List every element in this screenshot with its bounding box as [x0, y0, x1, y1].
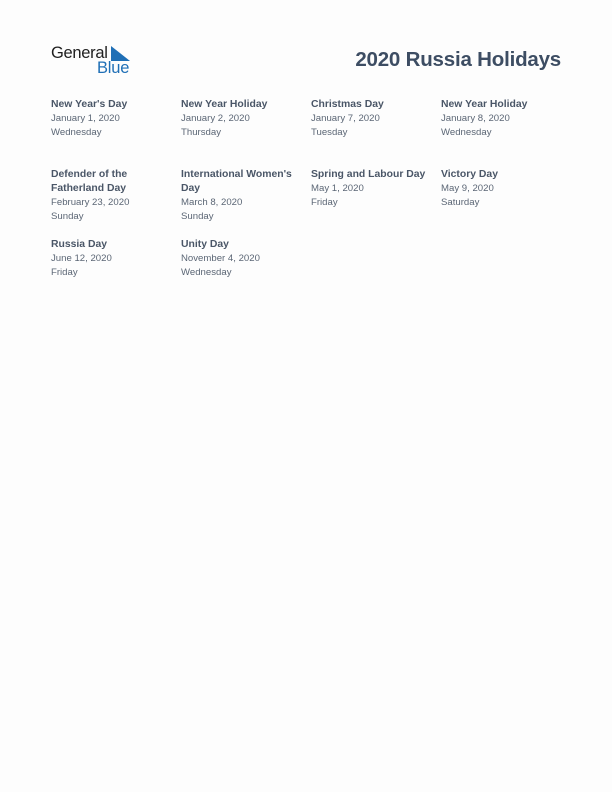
holiday-date: May 1, 2020	[311, 183, 364, 194]
holiday-date: March 8, 2020	[181, 197, 243, 208]
logo-text-blue: Blue	[97, 59, 130, 77]
holiday-date: January 2, 2020	[181, 113, 250, 124]
holiday-weekday: Tuesday	[311, 126, 348, 138]
holiday-item	[51, 168, 151, 224]
holiday-date: January 7, 2020	[311, 113, 380, 124]
holiday-name: New Year Holiday	[181, 99, 268, 110]
holiday-item	[311, 168, 441, 210]
holiday-weekday: Sunday	[181, 210, 214, 222]
holiday-date: January 1, 2020	[51, 113, 120, 124]
holiday-weekday: Friday	[51, 266, 78, 278]
generalblue-logo	[51, 44, 141, 78]
holiday-item	[181, 238, 305, 280]
holiday-item	[441, 168, 565, 210]
holiday-name: Christmas Day	[311, 99, 384, 110]
holiday-name: Spring and Labour Day	[311, 169, 426, 180]
holiday-weekday: Wednesday	[51, 126, 102, 138]
holiday-weekday: Saturday	[441, 196, 480, 208]
holiday-name: Russia Day	[51, 239, 108, 250]
holiday-date: June 12, 2020	[51, 253, 112, 264]
holiday-weekday: Thursday	[181, 126, 221, 138]
holiday-weekday: Sunday	[51, 210, 84, 222]
holiday-name: New Year's Day	[51, 99, 128, 110]
holiday-date: February 23, 2020	[51, 197, 130, 208]
holiday-weekday: Wednesday	[441, 126, 492, 138]
holiday-name: Victory Day	[441, 169, 498, 180]
page-title: 2020 Russia Holidays	[355, 48, 561, 71]
holiday-date: November 4, 2020	[181, 253, 260, 264]
holiday-item	[311, 98, 435, 140]
holiday-item	[441, 98, 565, 140]
holiday-item	[181, 168, 309, 224]
holiday-weekday: Friday	[311, 196, 338, 208]
holiday-name: New Year Holiday	[441, 99, 528, 110]
holiday-date: May 9, 2020	[441, 183, 494, 194]
logo-text-general: General	[51, 44, 108, 62]
holiday-name: International Women's Day	[181, 169, 292, 194]
holiday-name: Defender of the Fatherland Day	[51, 169, 128, 194]
holiday-item	[51, 238, 175, 280]
holiday-weekday: Wednesday	[181, 266, 232, 278]
holiday-item	[181, 98, 305, 140]
holiday-date: January 8, 2020	[441, 113, 510, 124]
holiday-item	[51, 98, 175, 140]
holiday-name: Unity Day	[181, 239, 229, 250]
